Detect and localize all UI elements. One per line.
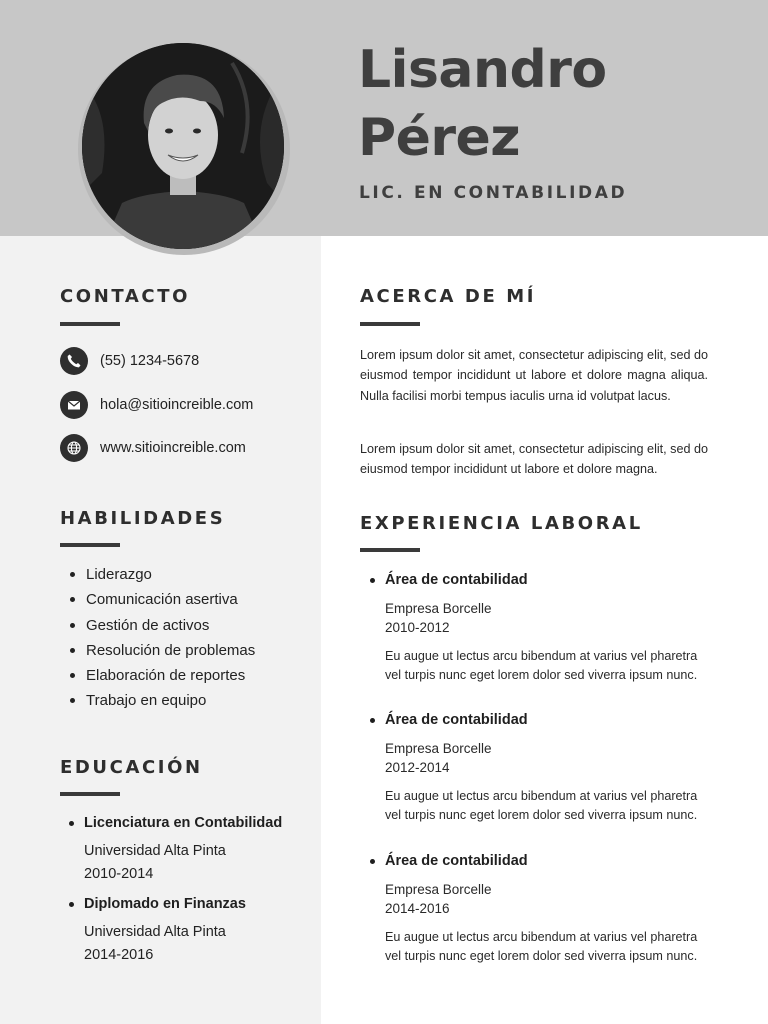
education-school: Universidad Alta Pinta bbox=[84, 843, 226, 859]
portrait-image bbox=[82, 43, 284, 249]
education-entry bbox=[60, 894, 246, 967]
job-company: Empresa Borcelle bbox=[385, 741, 492, 756]
education-heading-rule bbox=[60, 792, 120, 796]
job-years: 2014-2016 bbox=[385, 901, 450, 916]
about-heading: ACERCA DE MÍ bbox=[360, 286, 537, 307]
job-years: 2010-2012 bbox=[385, 620, 450, 635]
job-years: 2012-2014 bbox=[385, 760, 450, 775]
job-title: Área de contabilidad bbox=[360, 851, 710, 871]
education-entry bbox=[60, 813, 282, 886]
job-description: Eu augue ut lectus arcu bibendum at varius vel pharetra vel turpis nunc eget lorem dolor sed viverra ipsum nunc. bbox=[385, 930, 698, 963]
education-degree: Diplomado en Finanzas bbox=[60, 894, 246, 914]
contact-phone bbox=[60, 346, 199, 376]
contact-heading-rule bbox=[60, 322, 120, 326]
skill-item: Resolución de problemas bbox=[60, 638, 255, 663]
job-company: Empresa Borcelle bbox=[385, 882, 492, 897]
website-text[interactable]: www.sitioincreible.com bbox=[100, 440, 246, 456]
skills-heading: HABILIDADES bbox=[60, 508, 226, 529]
skills-heading-rule bbox=[60, 543, 120, 547]
experience-entry bbox=[360, 710, 710, 824]
phone-text[interactable]: (55) 1234-5678 bbox=[100, 353, 200, 369]
about-heading-rule bbox=[360, 322, 420, 326]
education-years: 2014-2016 bbox=[84, 947, 154, 963]
skill-item: Comunicación asertiva bbox=[60, 587, 255, 612]
candidate-title: LIC. EN CONTABILIDAD bbox=[359, 183, 628, 203]
education-heading: EDUCACIÓN bbox=[60, 757, 203, 778]
job-title: Área de contabilidad bbox=[360, 710, 710, 730]
job-description: Eu augue ut lectus arcu bibendum at varius vel pharetra vel turpis nunc eget lorem dolor sed viverra ipsum nunc. bbox=[385, 649, 698, 682]
contact-email bbox=[60, 390, 253, 420]
globe-icon bbox=[60, 434, 88, 462]
skill-item: Elaboración de reportes bbox=[60, 663, 255, 688]
skill-item: Gestión de activos bbox=[60, 613, 255, 638]
email-text[interactable]: hola@sitioincreible.com bbox=[100, 397, 254, 413]
contact-website bbox=[60, 433, 246, 463]
candidate-first-name: Lisandro bbox=[358, 40, 607, 100]
candidate-last-name: Pérez bbox=[358, 108, 521, 168]
experience-heading-rule bbox=[360, 548, 420, 552]
experience-heading: EXPERIENCIA LABORAL bbox=[360, 513, 643, 534]
skill-item: Trabajo en equipo bbox=[60, 688, 255, 713]
phone-icon bbox=[60, 347, 88, 375]
experience-entry bbox=[360, 851, 710, 965]
about-paragraph: Lorem ipsum dolor sit amet, consectetur adipiscing elit, sed do eiusmod tempor incididunt ut labore et dolore magna. bbox=[360, 442, 708, 477]
candidate-name bbox=[358, 36, 607, 172]
profile-photo bbox=[82, 43, 284, 249]
contact-heading: CONTACTO bbox=[60, 286, 190, 307]
education-school: Universidad Alta Pinta bbox=[84, 924, 226, 940]
about-paragraph: Lorem ipsum dolor sit amet, consectetur adipiscing elit, sed do eiusmod tempor incididunt ut labore et dolore magna aliqua. Nulla facilisi morbi tempus iaculis urna id volutpat lacus. bbox=[360, 348, 708, 403]
job-company: Empresa Borcelle bbox=[385, 601, 492, 616]
skill-item: Liderazgo bbox=[60, 562, 255, 587]
mail-icon bbox=[60, 391, 88, 419]
education-years: 2010-2014 bbox=[84, 866, 154, 882]
education-degree: Licenciatura en Contabilidad bbox=[60, 813, 282, 833]
experience-entry bbox=[360, 570, 710, 684]
job-title: Área de contabilidad bbox=[360, 570, 710, 590]
job-description: Eu augue ut lectus arcu bibendum at varius vel pharetra vel turpis nunc eget lorem dolor sed viverra ipsum nunc. bbox=[385, 789, 698, 822]
skills-list bbox=[60, 562, 255, 714]
